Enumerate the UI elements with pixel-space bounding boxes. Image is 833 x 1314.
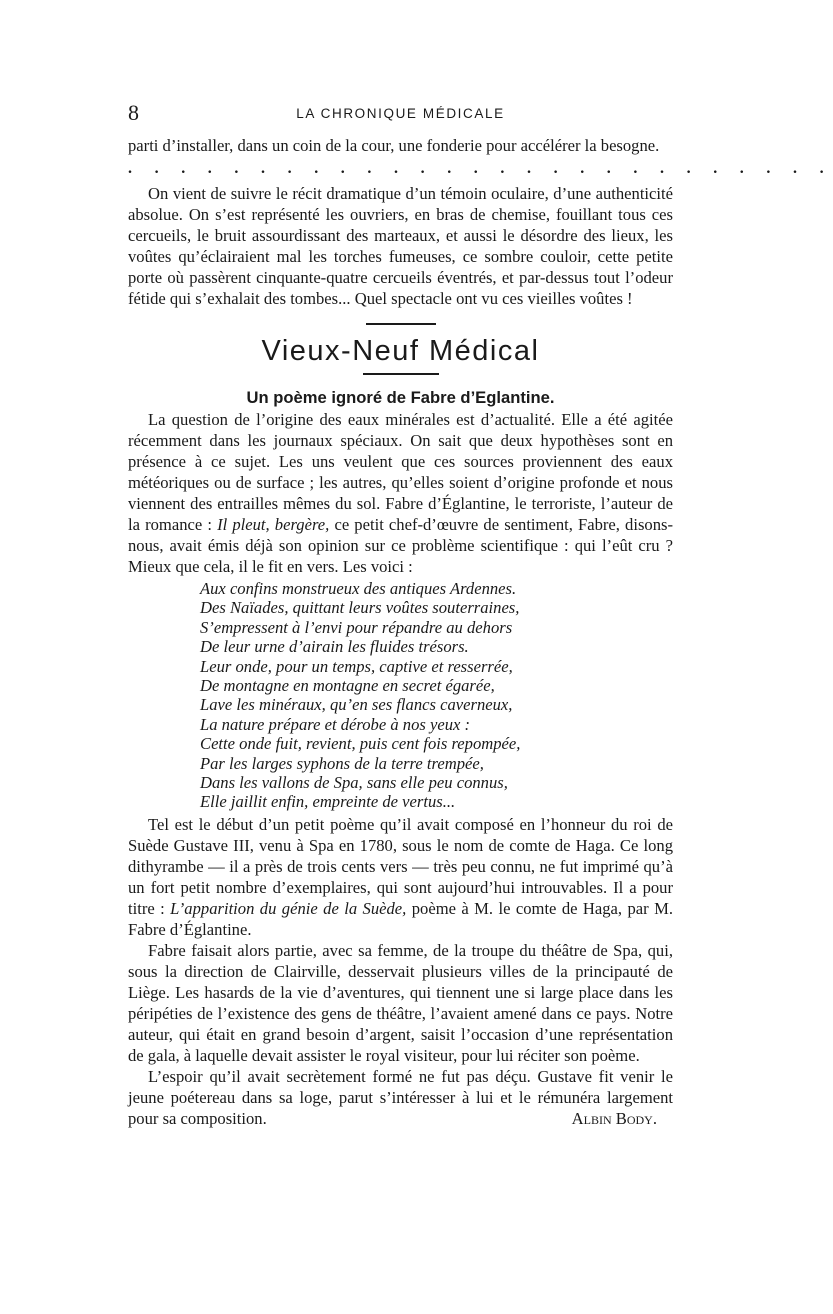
paragraph-3-after: ce petit chef-d’œuvre de sentiment, Fabre, disons-nous, avait émis déjà son opinion sur ce problème scientifique : qui l’eût cru ? Mieux que cela, il le fit en vers. Les voici :	[128, 515, 673, 576]
poem-line: S’empressent à l’envi pour répandre au dehors	[200, 617, 513, 637]
poem-line: De leur urne d’airain les fluides trésors.	[200, 637, 469, 657]
poem	[200, 579, 673, 812]
page-header	[128, 100, 673, 130]
poem-line: Leur onde, pour un temps, captive et resserrée,	[200, 656, 513, 676]
author-signature: Albin Body.	[571, 1108, 657, 1128]
poem-line: Des Naïades, quittant leurs voûtes souterraines,	[200, 598, 520, 618]
poem-title: L’apparition du génie de la Suède,	[170, 898, 407, 918]
poem-line: Elle jaillit enfin, empreinte de vertus...	[200, 792, 456, 812]
paragraph-2: On vient de suivre le récit dramatique d’un témoin oculaire, d’une authenticité absolue. On s’est représenté les ouvriers, en bras de chemise, fouillant tous ces cercueils, le bruit assourdissant des marteaux, et aussi le désordre des lieux, les voûtes qu’éclairaient mal les torches fumeuses, ce sombre couloir, cette petite porte où passèrent cinquante-quatre cercueils éventrés, et par-dessus tout l’odeur fétide qui s’exhalait des tombes... Quel spectacle ont vu ces vieilles voûtes !	[128, 184, 673, 308]
section-rule-top	[366, 323, 436, 325]
page-number: 8	[128, 100, 139, 125]
article-body	[128, 135, 833, 1129]
poem-line: Lave les minéraux, qu’en ses flancs caverneux,	[200, 695, 513, 715]
poem-line: La nature prépare et dérobe à nos yeux :	[200, 714, 471, 734]
paragraph-5: Fabre faisait alors partie, avec sa femme, de la troupe du théâtre de Spa, qui, sous la direction de Clairville, desservait plusieurs villes de la principauté de Liège. Les hasards de la vie d’aventures, qui tiennent une si large place dans les péripéties de l’existence des gens de théâtre, l’avaient amené dans ce pays. Notre auteur, qui était en grand besoin d’argent, saisit l’occasion d’une représentation de gala, à laquelle devait assister le royal visiteur, pour lui réciter son poème.	[128, 940, 673, 1065]
paragraph-3	[128, 409, 673, 577]
section-rule-bottom	[363, 373, 439, 375]
paragraph-4-before: Tel est le début d’un petit poème qu’il avait composé en l’honneur du roi de Suède Gustave III, venu à Spa en 1780, sous le nom de comte de Haga. Ce long dithyrambe — il a près de trois cents vers — très peu connu, ne fut imprimé qu’à un fort petit nombre d’exemplaires, qui sont aujourd’hui introuvables. Il a pour titre :	[128, 814, 673, 918]
paragraph-4-after: poème à M. le comte de Haga, par M. Fabre d’Églantine.	[128, 898, 673, 939]
paragraph-6	[128, 1066, 673, 1129]
poem-line: De montagne en montagne en secret égarée,	[200, 676, 495, 696]
running-head: LA CHRONIQUE MÉDICALE	[296, 106, 505, 121]
top-paragraph: parti d’installer, dans un coin de la cour, une fonderie pour accélérer la besogne.	[128, 136, 660, 155]
poem-line: Aux confins monstrueux des antiques Ardennes.	[200, 579, 517, 598]
paragraph-3-before: La question de l’origine des eaux minérales est d’actualité. Elle a été agitée récemment dans les journaux spéciaux. On sait que deux hypothèses sont en présence à ce sujet. Les uns veulent que ces sources proviennent des eaux météoriques ou de surface ; les autres, qu’elles soient d’origine profonde et nous viennent des entrailles mêmes du sol. Fabre d’Églantine, le terroriste, l’auteur de la romance :	[128, 410, 673, 534]
section-title: Vieux-Neuf Médical	[261, 335, 540, 367]
paragraph-6-text: L’espoir qu’il avait secrètement formé ne fut pas déçu. Gustave fit venir le jeune poétereau dans sa loge, parut s’intéresser à lui et le rémunéra largement pour sa composition.	[128, 1066, 673, 1128]
paragraph-4	[128, 814, 673, 940]
article-subtitle: Un poème ignoré de Fabre d’Eglantine.	[246, 388, 555, 407]
poem-line: Cette onde fuit, revient, puis cent fois repompée,	[200, 734, 521, 754]
dot-leader: . . . . . . . . . . . . . . . . . . . . . . . . . . .	[128, 160, 833, 177]
romance-title: Il pleut, bergère,	[217, 515, 330, 534]
poem-line: Par les larges syphons de la terre trempée,	[200, 753, 484, 773]
poem-line: Dans les vallons de Spa, sans elle peu connus,	[200, 773, 508, 793]
